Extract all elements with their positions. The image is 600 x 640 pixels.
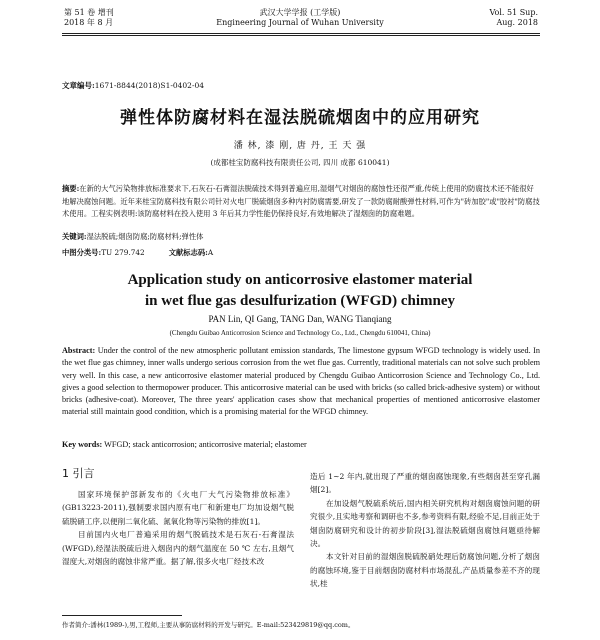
journal-issue: Vol. 51 Sup. Aug. 2018	[489, 8, 538, 27]
paragraph: 国家环境保护部新发布的《火电厂大气污染物排放标准》(GB13223-2011),强制要求国内原有电厂和新建电厂均加设烟气脱硫脱硝工序,以便削二氧化硫、氮氧化物等污染物的排放[1]。	[62, 490, 294, 526]
journal-volume: 第 51 卷 增刊 2018 年 8 月	[64, 8, 114, 27]
paragraph: 目前国内火电厂普遍采用的烟气脱硫技术是石灰石-石膏湿法(WFGD),经湿法脱硫后进入烟囱内的烟气温度在 50 ℃ 左右,且烟气湿度大,对烟囱的腐蚀非常严重。据了解,很多火电厂经技术改	[62, 530, 294, 567]
affiliation-chinese: (成都桂宝防腐科技有限责任公司, 四川 成都 610041)	[210, 158, 390, 167]
article-number: 文章编号:1671-8844(2018)S1-0402-04	[62, 81, 205, 90]
classification: 中图分类号:TU 279.742 文献标志码:A	[62, 248, 214, 257]
journal-name: 武汉大学学报 (工学版) Engineering Journal of Wuhan University	[216, 8, 384, 27]
title-english: Application study on anticorrosive elastomer material in wet flue gas desulfurization (WFGD) chimney	[127, 272, 473, 309]
authors-chinese: 潘 林, 漆 刚, 唐 丹, 王 天 强	[233, 141, 367, 151]
authors-english: PAN Lin, QI Gang, TANG Dan, WANG Tianqiang	[208, 314, 392, 324]
paragraph: 本文针对目前的湿烟囱脱硫脱硝处理后防腐蚀问题,分析了烟囱的腐蚀环境,鉴于目前烟囱防腐材料市场混乱,产品质量参差不齐的现状,桂	[310, 552, 540, 589]
header-rule	[62, 33, 540, 34]
body-left-column	[62, 488, 294, 568]
section-heading: 1 引言	[62, 467, 95, 480]
body-right-column	[310, 470, 540, 591]
paragraph: 在加设烟气脱硫系统后,国内相关研究机构对烟囱腐蚀问题的研究很少,且实地考察和调研也不多,参考资料有限,经验不足,目前正处于烟囱防腐研究和设计的初步阶段[3],湿法脱硫烟囱腐蚀问题亟待解决。	[310, 498, 540, 549]
keywords-english: Key words: WFGD; stack anticorrosion; anticorrosive material; elastomer	[62, 440, 307, 449]
footnote-rule	[62, 615, 182, 616]
keywords-chinese: 关键词:湿法脱硫;烟囱防腐;防腐材料;弹性体	[62, 232, 204, 241]
abstract-english: Abstract: Under the control of the new atmospheric pollutant emission standards, The limestone gypsum WFGD technology is widely used. In the wet flue gas chimney, inner walls undergo serious corrosion from the wet flue gas. Currently, traditional materials can not solve such problem very well. In this case, a new anticorrosive elastomer material produced by Chengdu Guibao Anticorrosion Science and Technology Co., Ltd. gives a good selection to thermopower producer. This anticorrosive material can be used with bricks (so called brick-adhesive system) or without bricks (adhesive-coat). Moreover, The three years' application cases show that mechanical properties of mentioned anticorrosive elastomer material still maintain good condition, which is a promising material for the WFGD chimney.	[62, 346, 541, 417]
affiliation-english: (Chengdu Guibao Anticorrosion Science and Technology Co., Ltd., Chengdu 610041, China)	[169, 329, 431, 337]
paragraph: 造后 1~2 年内,就出现了严重的烟囱腐蚀现象,有些烟囱甚至穿孔漏烟[2]。	[310, 472, 540, 495]
footnote-author-bio: 作者简介:潘林(1989-),男,工程师,主要从事防腐材料的开发与研究。E-mail:523429819@qq.com。	[62, 621, 355, 629]
header-rule-thin	[62, 35, 540, 36]
title-chinese: 弹性体防腐材料在湿法脱硫烟囱中的应用研究	[120, 108, 480, 128]
abstract-chinese: 摘要:在新的大气污染物排放标准要求下,石灰石-石膏湿法脱硫技术得到普遍应用,湿烟气对烟囱的腐蚀性还很严重,传统上使用的防腐技术还不能很好地解决腐蚀问题。近年来桂宝防腐科技有限公司针对火电厂脱硫烟囱多种内衬防腐需要,研发了一款防腐耐酸弹性材料,可作为"砖加胶"或"胶衬"防腐技术使用。工程实例表明:该防腐材料在投入使用 3 年后其力学性能仍保持良好,有效地解决了湿烟囱的防腐难题。	[62, 184, 540, 218]
